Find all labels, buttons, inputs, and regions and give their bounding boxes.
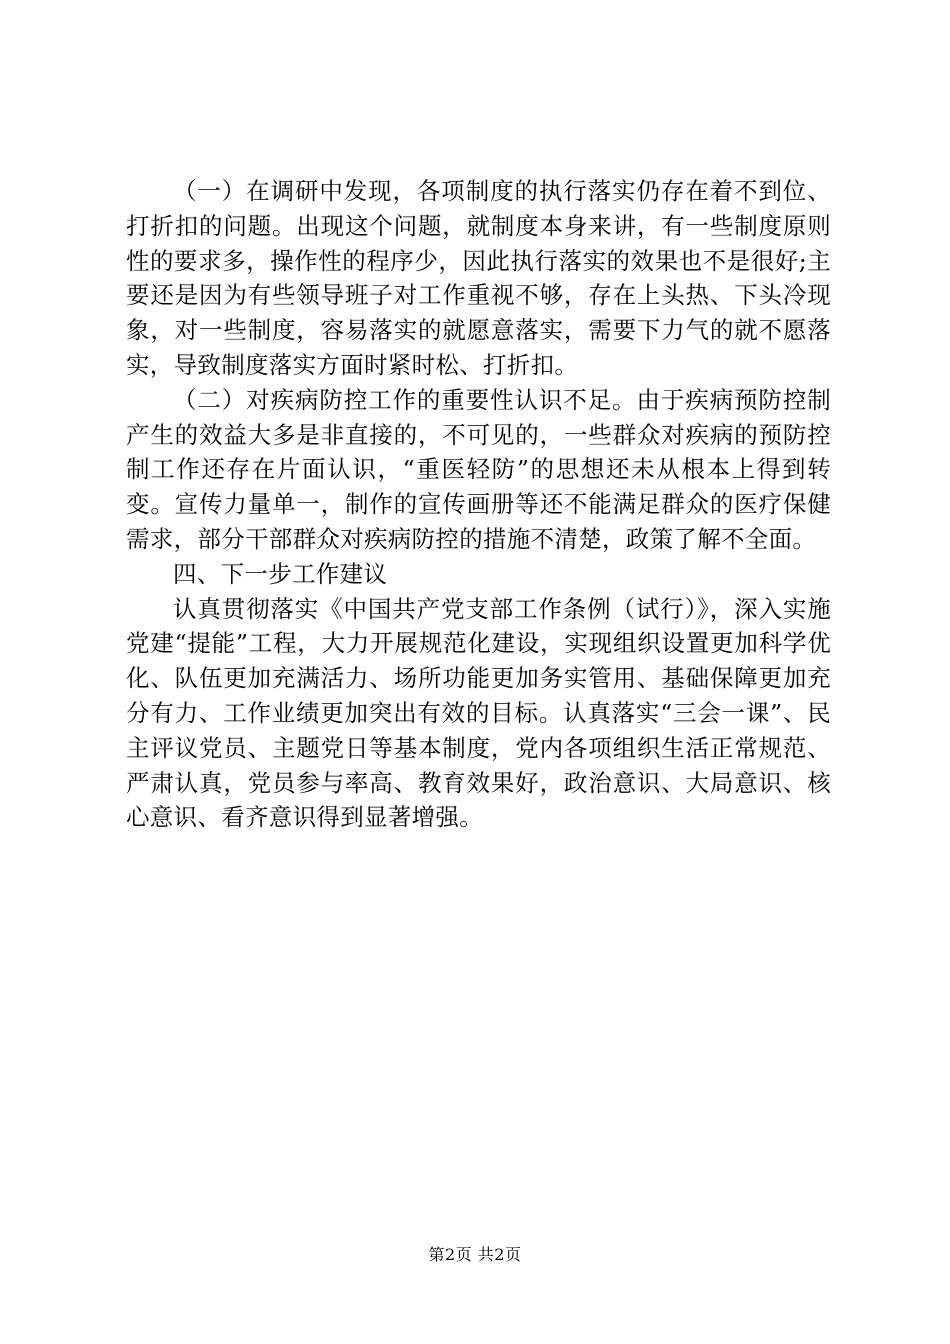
section-heading-next-steps: 四、下一步工作建议	[173, 559, 388, 588]
document-body	[126, 174, 831, 835]
paragraph-problem-two: （二）对疾病防控工作的重要性认识不足。由于疾病预防控制产生的效益大多是非直接的，不可见的，一些群众对疾病的预防控制工作还存在片面认识，“重医轻防”的思想还未从根本上得到转变。宣传力量单一，制作的宣传画册等还不能满足群众的医疗保健需求，部分干部群众对疾病防控的措施不清楚，政策了解不全面。	[126, 385, 831, 553]
paragraph-suggestions: 认真贯彻落实《中国共产党支部工作条例（试行）》，深入实施党建“提能”工程，大力开展规范化建设，实现组织设置更加科学优化、队伍更加充满活力、场所功能更加务实管用、基础保障更加充分有力、工作业绩更加突出有效的目标。认真落实“三会一课”、民主评议党员、主题党日等基本制度，党内各项组织生活正常规范、严肃认真，党员参与率高、教育效果好，政治意识、大局意识、核心意识、看齐意识得到显著增强。	[126, 594, 831, 832]
paragraph-problem-one: （一）在调研中发现，各项制度的执行落实仍存在着不到位、打折扣的问题。出现这个问题，就制度本身来讲，有一些制度原则性的要求多，操作性的程序少，因此执行落实的效果也不是很好;主要还是因为有些领导班子对工作重视不够，存在上头热、下头冷现象，对一些制度，容易落实的就愿意落实，需要下力气的就不愿落实，导致制度落实方面时紧时松、打折扣。	[126, 177, 831, 379]
page-number-footer: 第2页 共2页	[428, 1245, 522, 1264]
